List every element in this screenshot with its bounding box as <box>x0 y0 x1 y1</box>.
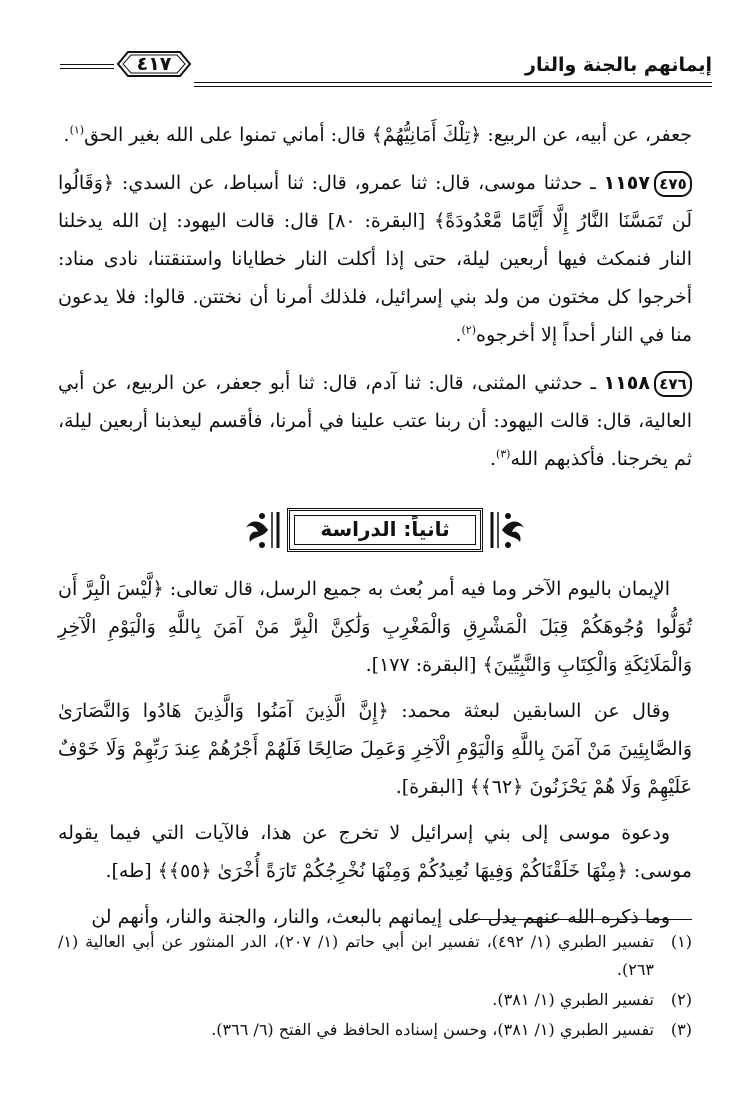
p4-ref: [البقرة: ١٧٧]. <box>365 654 483 676</box>
footnote-text: تفسير الطبري (١/ ٣٨١). <box>492 990 654 1009</box>
quran-verse: ﴿وَقَالُوا لَن تَمَسَّنَا النَّارُ إِلَّا أَيَّامًا مَّعْدُودَةً﴾ <box>58 172 692 232</box>
paragraph-1 <box>58 116 692 154</box>
footnote-text: تفسير الطبري (١/ ٤٩٢)، تفسير ابن أبي حاتم (١/ ٢٠٧)، الدر المنثور عن أبي العالية (١/ ٢٦٣). <box>58 932 655 979</box>
narration-badge: ٤٧٥ <box>654 171 692 197</box>
p1-text: جعفر، عن أبيه، عن الربيع: <box>481 124 692 146</box>
p2-text-2: [البقرة: ٨٠] قال: قالت اليهود: إن الله يدخلنا النار فنمكث فيها أربعين ليلة، حتى إذا أكلت النار خطايانا واستنقتنا، نادى مناد: أخرجوا كل مختون من ولد بني إسرائيل، فلذلك أمرنا أن نختتن. قالوا: فلا يدعون منا في النار أحداً إلا أخرجوه <box>58 210 692 346</box>
page-header <box>60 48 712 92</box>
p6-text: ودعوة موسى إلى بني إسرائيل لا تخرج عن هذا، فالآيات التي فيما يقوله موسى: <box>58 822 692 882</box>
floral-ornament-icon <box>242 508 282 552</box>
running-title: إيمانهم بالجنة والنار <box>525 54 712 76</box>
floral-ornament-icon <box>488 508 528 552</box>
paragraph-2 <box>58 164 692 354</box>
footnotes <box>58 928 692 1046</box>
footnote-ref[interactable]: (١) <box>69 123 85 137</box>
paragraph-3 <box>58 364 692 478</box>
p3-text: ـ حدثني المثنى، قال: ثنا آدم، قال: ثنا أبو جعفر، عن الربيع، عن أبي العالية، قال: قالت اليهود: أن ربنا عتب علينا في أمرنا، فأقسم ليعذبنا أربعين ليلة، ثم يخرجنا. فأكذبهم الله <box>58 372 692 470</box>
footnote-text: تفسير الطبري (١/ ٣٨١)، وحسن إسناده الحافظ في الفتح (٦/ ٣٦٦). <box>211 1020 654 1039</box>
p1-text-2: قال: أماني تمنوا على الله بغير الحق <box>84 124 372 146</box>
p2-end: . <box>455 324 462 346</box>
footnote-item <box>58 1016 692 1044</box>
p2-text: ـ حدثنا موسى، قال: ثنا عمرو، قال: ثنا أسباط، عن السدي: <box>114 172 604 194</box>
footnote-mark: (٢) <box>670 990 692 1009</box>
p3-end: . <box>489 448 496 470</box>
quran-verse: ﴿إِنَّ الَّذِينَ آمَنُوا وَالَّذِينَ هَادُوا وَالنَّصَارَىٰ وَالصَّابِئِينَ مَنْ آمَنَ بِاللَّهِ وَالْيَوْمِ الْآخِرِ وَعَمِلَ صَالِحًا فَلَهُمْ أَجْرُهُمْ عِندَ رَبِّهِمْ وَلَا خَوْفٌ عَلَيْهِمْ وَلَا هُمْ يَحْزَنُونَ ﴿٦٢﴾﴾ <box>58 700 692 798</box>
quran-verse: ﴿لَّيْسَ الْبِرَّ أَن تُوَلُّوا وُجُوهَكُمْ قِبَلَ الْمَشْرِقِ وَالْمَغْرِبِ وَلَٰكِنَّ الْبِرَّ مَنْ آمَنَ بِاللَّهِ وَالْيَوْمِ الْآخِرِ وَالْمَلَائِكَةِ وَالْكِتَابِ وَالنَّبِيِّينَ﴾ <box>58 578 692 676</box>
header-rule-left-2 <box>60 68 114 69</box>
quran-verse: ﴿مِنْهَا خَلَقْنَاكُمْ وَفِيهَا نُعِيدُكُمْ وَمِنْهَا نُخْرِجُكُمْ تَارَةً أُخْرَىٰ ﴿٥٥﴾﴾ <box>157 860 628 882</box>
footnote-ref[interactable]: (٣) <box>495 447 511 461</box>
section-heading <box>60 508 694 564</box>
page-number-frame <box>116 50 192 78</box>
p1-end: . <box>63 124 70 146</box>
p7-text: وما ذكره الله عنهم يدل على إيمانهم بالبعث، والنار، والجنة والنار، وأنهم لن <box>91 906 670 928</box>
p5-ref: [البقرة]. <box>395 776 470 798</box>
hadith-number: ١١٥٧ <box>603 172 650 194</box>
footnote-separator <box>470 919 692 920</box>
section-title-frame <box>287 508 483 552</box>
body-lower <box>58 570 692 936</box>
footnote-mark: (٣) <box>670 1020 692 1039</box>
header-rule-right-2 <box>194 86 712 87</box>
paragraph-6 <box>58 814 692 890</box>
header-rule-right <box>194 82 712 83</box>
hadith-number: ١١٥٨ <box>603 372 650 394</box>
header-rule-left <box>60 64 114 65</box>
section-title: ثانياً: الدراسة <box>320 517 450 541</box>
footnote-item <box>58 928 692 984</box>
paragraph-5 <box>58 692 692 806</box>
p6-ref: [طه]. <box>105 860 158 882</box>
footnote-ref[interactable]: (٢) <box>461 323 476 337</box>
p5-text: وقال عن السابقين لبعثة محمد: <box>388 700 670 722</box>
narration-badge: ٤٧٦ <box>654 371 692 397</box>
footnote-mark: (١) <box>670 932 692 951</box>
body-upper <box>58 116 692 478</box>
quran-verse: ﴿تِلْكَ أَمَانِيُّهُمْ﴾ <box>371 124 482 146</box>
footnote-item <box>58 986 692 1014</box>
paragraph-4 <box>58 570 692 684</box>
p4-text: الإيمان باليوم الآخر وما فيه أمر بُعث به جميع الرسل، قال تعالى: <box>163 578 670 600</box>
page-number: ٤١٧ <box>136 53 172 75</box>
